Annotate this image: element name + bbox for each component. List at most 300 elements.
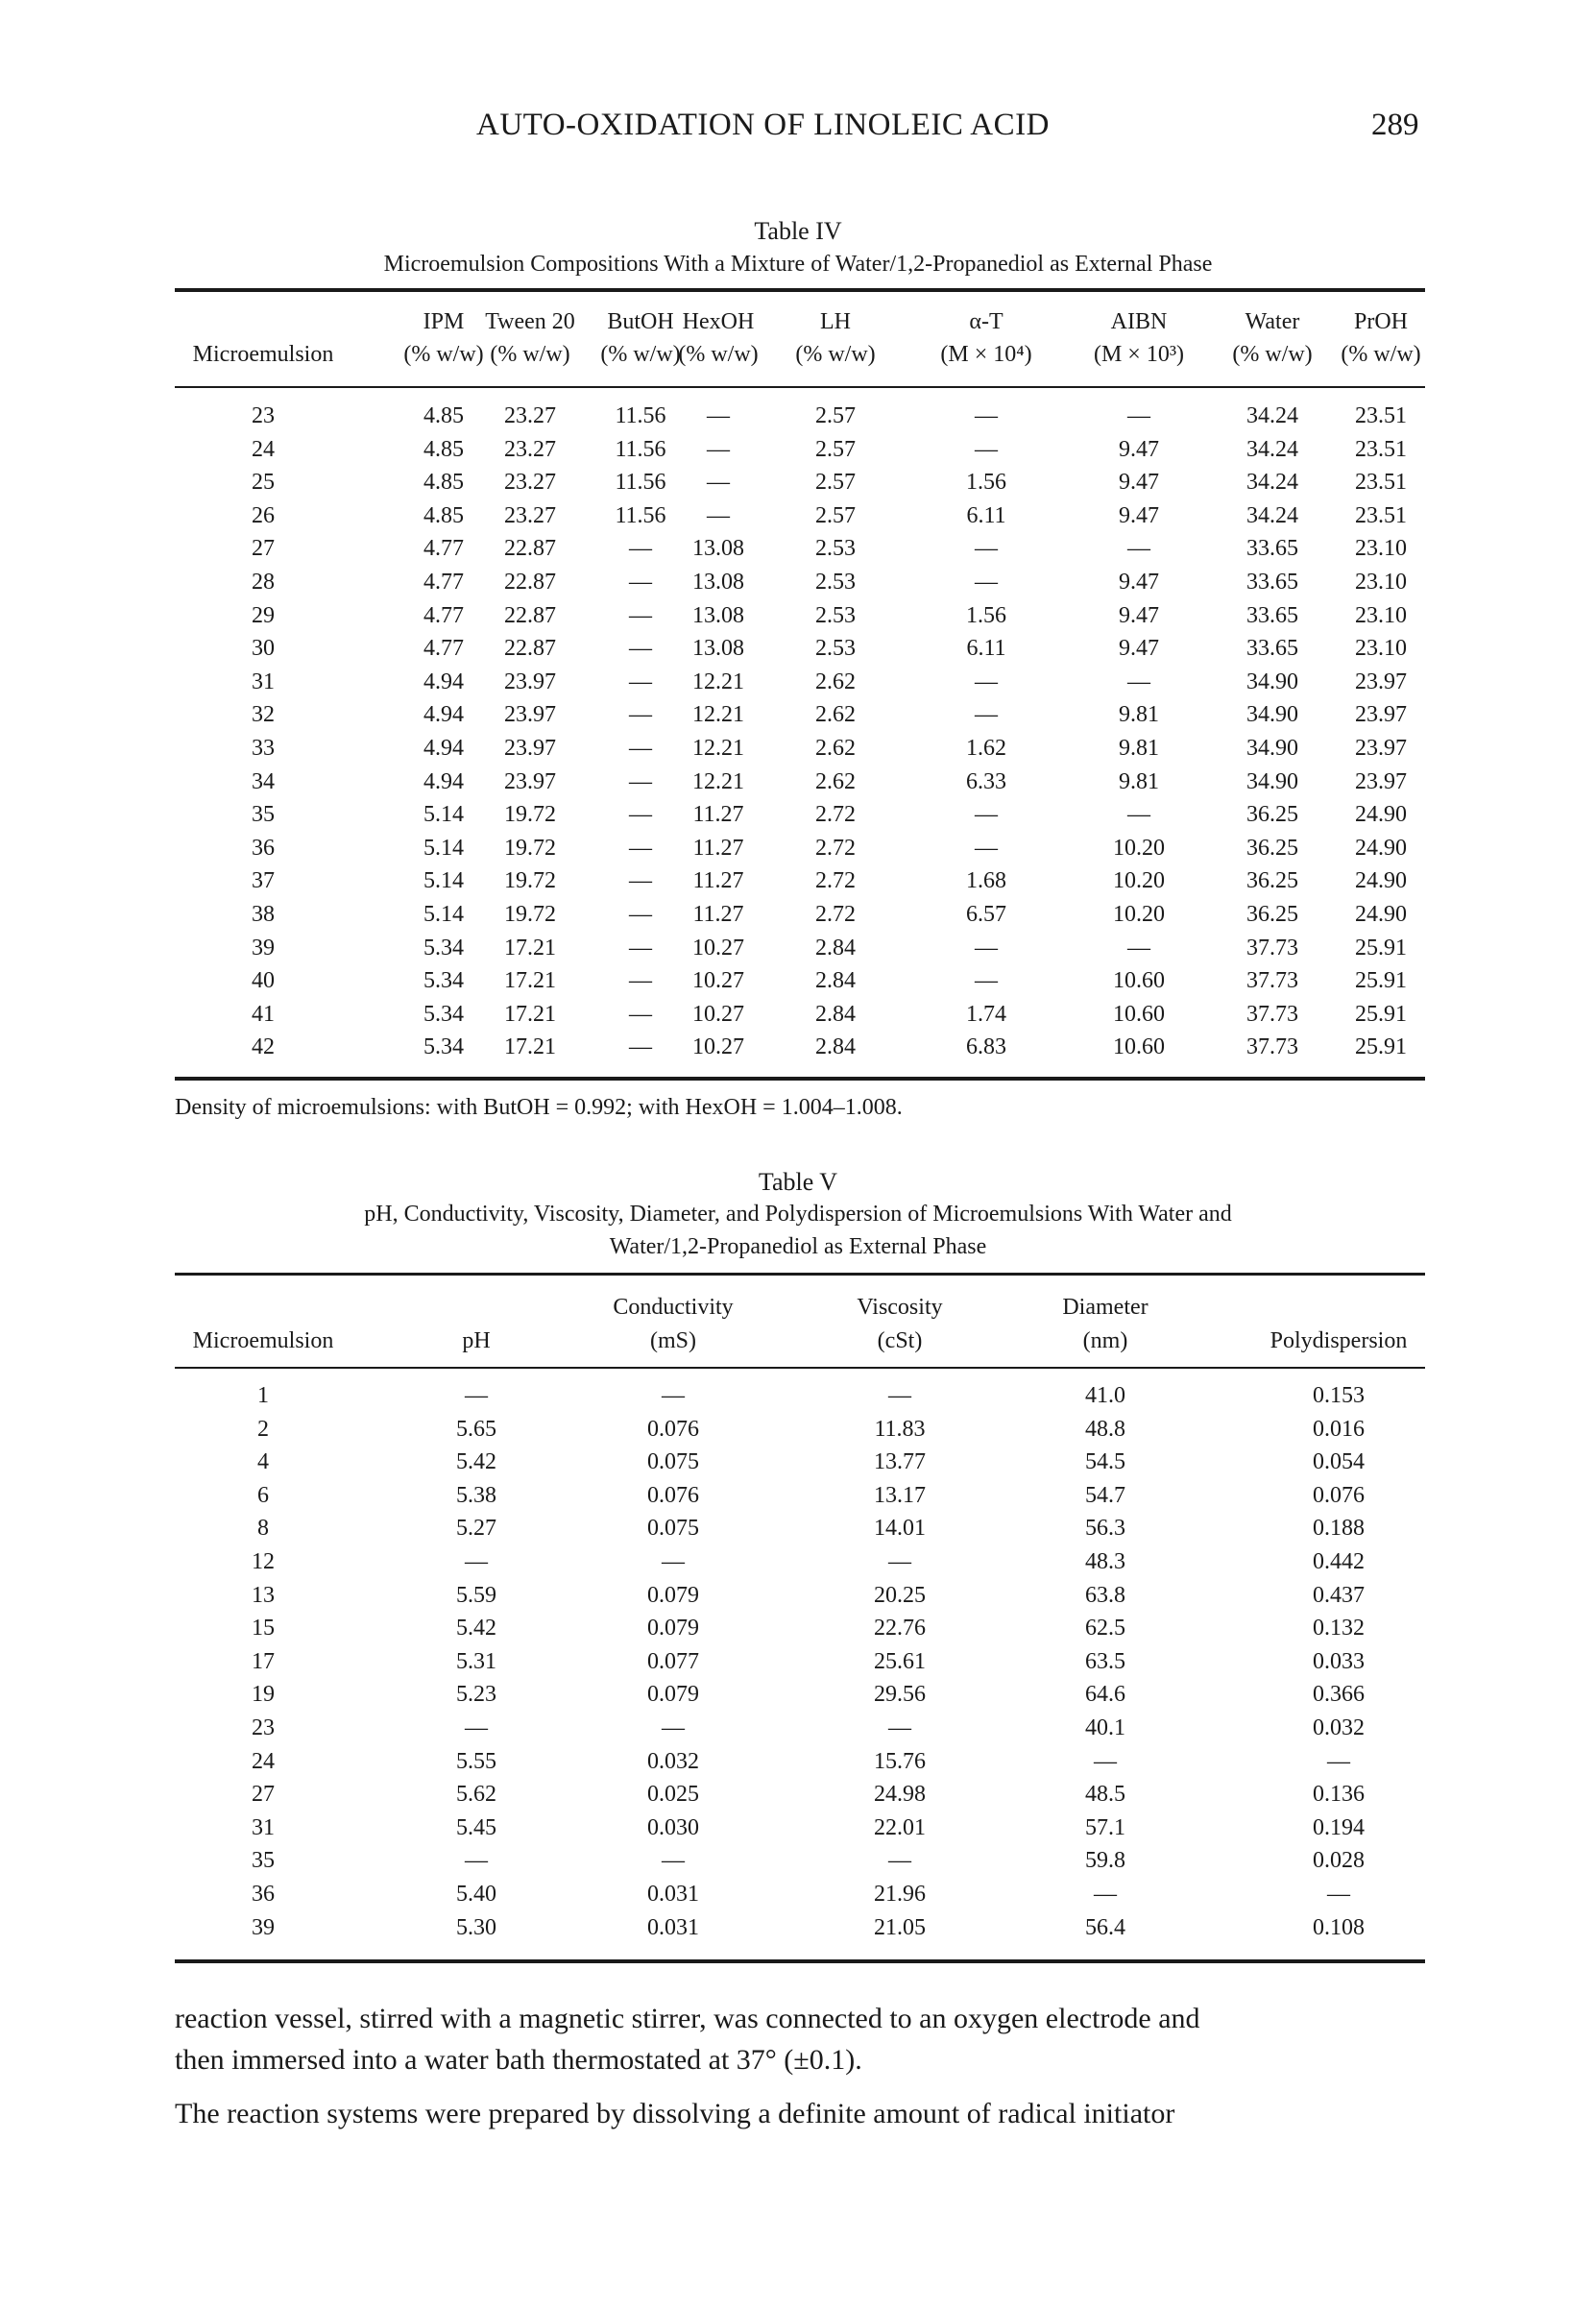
table-cell: 24 xyxy=(252,1748,275,1774)
table-cell: 41.0 xyxy=(1085,1383,1125,1408)
table-cell: — xyxy=(888,1848,911,1874)
column-header-unit: (M × 10⁴) xyxy=(940,342,1032,367)
table-cell: 36.25 xyxy=(1246,802,1298,828)
table-cell: 22.87 xyxy=(504,536,556,562)
table-cell: 5.65 xyxy=(456,1416,496,1442)
table-cell: 1.74 xyxy=(966,1001,1006,1027)
table-cell: 12 xyxy=(252,1549,275,1574)
table-cell: 11.56 xyxy=(615,436,666,462)
table-cell: — xyxy=(629,968,652,994)
table-cell: 0.030 xyxy=(647,1814,699,1840)
table-cell: 0.076 xyxy=(647,1482,699,1508)
table-cell: — xyxy=(662,1848,685,1874)
table-cell: 22.01 xyxy=(874,1814,926,1840)
table-cell: 23.10 xyxy=(1355,536,1407,562)
table-cell: — xyxy=(465,1848,488,1874)
table-cell: — xyxy=(1327,1748,1350,1774)
table-cell: 23.10 xyxy=(1355,636,1407,662)
column-header-unit: (mS) xyxy=(650,1328,696,1353)
table-cell: 5.40 xyxy=(456,1882,496,1907)
column-header-unit: (nm) xyxy=(1082,1328,1128,1353)
table-cell: 2.72 xyxy=(815,902,856,927)
table-cell: 10.60 xyxy=(1113,1001,1165,1027)
table-cell: 29 xyxy=(252,602,275,628)
table-cell: — xyxy=(629,768,652,794)
table-cell: 37.73 xyxy=(1246,968,1298,994)
body-text-line: reaction vessel, stirred with a magnetic stirrer, was connected to an oxygen electrode and xyxy=(175,2003,1200,2034)
table-cell: 41 xyxy=(252,1001,275,1027)
table-cell: 2.57 xyxy=(815,436,856,462)
table-cell: 2.57 xyxy=(815,502,856,528)
table-cell: 23.97 xyxy=(1355,702,1407,728)
table-cell: 25.91 xyxy=(1355,1001,1407,1027)
table-cell: — xyxy=(465,1549,488,1574)
table-cell: — xyxy=(888,1549,911,1574)
table-cell: 17 xyxy=(252,1648,275,1674)
table-cell: 56.3 xyxy=(1085,1516,1125,1542)
running-title: AUTO-OXIDATION OF LINOLEIC ACID xyxy=(476,108,1050,142)
table-cell: 34.90 xyxy=(1246,736,1298,761)
table-cell: 2.84 xyxy=(815,935,856,960)
table-cell: 4.77 xyxy=(423,602,464,628)
table-cell: 34.90 xyxy=(1246,702,1298,728)
table-cell: — xyxy=(662,1715,685,1740)
page-number: 289 xyxy=(1371,108,1419,142)
table-cell: — xyxy=(629,602,652,628)
table-cell: 11.27 xyxy=(692,902,744,927)
table-cell: 23.97 xyxy=(1355,669,1407,694)
table-cell: 19.72 xyxy=(504,835,556,861)
table-cell: 0.153 xyxy=(1313,1383,1365,1408)
table-cell: — xyxy=(629,702,652,728)
table-cell: 0.028 xyxy=(1313,1848,1365,1874)
table-cell: 1.56 xyxy=(966,470,1006,496)
table4-top-rule xyxy=(175,288,1425,292)
table-cell: — xyxy=(975,968,998,994)
table-cell: 25.91 xyxy=(1355,935,1407,960)
table-cell: 34.24 xyxy=(1246,436,1298,462)
table-cell: 24.90 xyxy=(1355,835,1407,861)
table-cell: 2.57 xyxy=(815,470,856,496)
table-cell: 6 xyxy=(257,1482,269,1508)
table4-title: Table IV xyxy=(754,217,842,245)
table-cell: 23.51 xyxy=(1355,436,1407,462)
table-cell: 10.20 xyxy=(1113,868,1165,894)
table-cell: — xyxy=(975,669,998,694)
table-cell: 5.42 xyxy=(456,1616,496,1641)
body-text-line: then immersed into a water bath thermostated at 37° (±0.1). xyxy=(175,2044,862,2076)
table-cell: 25.91 xyxy=(1355,968,1407,994)
table5-title: Table V xyxy=(758,1168,838,1196)
table-cell: — xyxy=(1094,1748,1117,1774)
table-cell: 23.27 xyxy=(504,470,556,496)
table-cell: 5.31 xyxy=(456,1648,496,1674)
table-cell: 0.077 xyxy=(647,1648,699,1674)
table-cell: 2.57 xyxy=(815,403,856,428)
table-cell: 0.076 xyxy=(1313,1482,1365,1508)
table-cell: 40.1 xyxy=(1085,1715,1125,1740)
table-cell: 13.08 xyxy=(692,636,744,662)
body-text-line: The reaction systems were prepared by dissolving a definite amount of radical initiator xyxy=(175,2098,1175,2129)
table-cell: 23.97 xyxy=(1355,768,1407,794)
table-cell: 0.075 xyxy=(647,1449,699,1475)
table-cell: 24.90 xyxy=(1355,802,1407,828)
table-cell: 10.60 xyxy=(1113,968,1165,994)
table-cell: 13.77 xyxy=(874,1449,926,1475)
table-cell: 11.27 xyxy=(692,802,744,828)
table-cell: 36 xyxy=(252,835,275,861)
table-cell: 23.97 xyxy=(504,702,556,728)
table-cell: 0.079 xyxy=(647,1582,699,1608)
table-cell: 63.5 xyxy=(1085,1648,1125,1674)
table-cell: 2.53 xyxy=(815,570,856,595)
table-cell: 36.25 xyxy=(1246,868,1298,894)
table-cell: 23 xyxy=(252,1715,275,1740)
table-cell: 1.56 xyxy=(966,602,1006,628)
table-cell: — xyxy=(629,736,652,761)
table-cell: 0.031 xyxy=(647,1914,699,1940)
table-cell: 0.033 xyxy=(1313,1648,1365,1674)
table-cell: — xyxy=(629,902,652,927)
table-cell: 19.72 xyxy=(504,902,556,927)
table-cell: 13.17 xyxy=(874,1482,926,1508)
table-cell: 4.85 xyxy=(423,502,464,528)
column-header: Diameter xyxy=(1062,1295,1149,1320)
table-cell: 0.194 xyxy=(1313,1814,1365,1840)
table-cell: 9.47 xyxy=(1119,502,1159,528)
table-cell: 6.11 xyxy=(966,502,1006,528)
table-cell: 27 xyxy=(252,1782,275,1808)
table-cell: 36 xyxy=(252,1882,275,1907)
table-cell: — xyxy=(1127,403,1150,428)
table-cell: 9.47 xyxy=(1119,570,1159,595)
table-cell: 2.72 xyxy=(815,802,856,828)
column-header-unit: Microemulsion xyxy=(192,342,334,367)
table-cell: 9.81 xyxy=(1119,768,1159,794)
table-cell: 33.65 xyxy=(1246,602,1298,628)
table-cell: 24.90 xyxy=(1355,902,1407,927)
table-cell: 5.14 xyxy=(423,802,464,828)
table-cell: 9.81 xyxy=(1119,702,1159,728)
table-cell: 17.21 xyxy=(504,1034,556,1060)
table-cell: 2.84 xyxy=(815,968,856,994)
table-cell: 57.1 xyxy=(1085,1814,1125,1840)
table-cell: 19 xyxy=(252,1682,275,1708)
column-header-unit: (M × 10³) xyxy=(1093,342,1185,367)
table-cell: 37.73 xyxy=(1246,1001,1298,1027)
table-cell: 5.34 xyxy=(423,968,464,994)
table-cell: 0.076 xyxy=(647,1416,699,1442)
table-cell: 31 xyxy=(252,1814,275,1840)
table-cell: 24 xyxy=(252,436,275,462)
table-cell: 8 xyxy=(257,1516,269,1542)
table-cell: — xyxy=(1327,1882,1350,1907)
table-cell: — xyxy=(1127,935,1150,960)
table-cell: 11.56 xyxy=(615,470,666,496)
table-cell: — xyxy=(707,403,730,428)
table-cell: — xyxy=(662,1383,685,1408)
column-header-unit: Polydispersion xyxy=(1270,1328,1408,1353)
table-cell: 0.054 xyxy=(1313,1449,1365,1475)
table-cell: — xyxy=(1127,802,1150,828)
table-cell: — xyxy=(707,436,730,462)
column-header: PrOH xyxy=(1353,309,1409,334)
table-cell: 37.73 xyxy=(1246,1034,1298,1060)
table-cell: 33 xyxy=(252,736,275,761)
column-header: IPM xyxy=(423,309,465,334)
table5-header-rule xyxy=(175,1367,1425,1369)
column-header: HexOH xyxy=(682,309,755,334)
table-cell: 34 xyxy=(252,768,275,794)
column-header-unit: (% w/w) xyxy=(403,342,484,367)
table-cell: 23.97 xyxy=(1355,736,1407,761)
table-cell: 17.21 xyxy=(504,935,556,960)
table-cell: 28 xyxy=(252,570,275,595)
table-cell: — xyxy=(629,1001,652,1027)
table-cell: 10.27 xyxy=(692,1034,744,1060)
table-cell: 39 xyxy=(252,1914,275,1940)
table-cell: 11.27 xyxy=(692,868,744,894)
table-cell: 25.91 xyxy=(1355,1034,1407,1060)
column-header-unit: (% w/w) xyxy=(600,342,681,367)
table-cell: 4.85 xyxy=(423,436,464,462)
table-cell: 2.62 xyxy=(815,768,856,794)
table-cell: 5.38 xyxy=(456,1482,496,1508)
table-cell: 11.27 xyxy=(692,835,744,861)
table-cell: 23.27 xyxy=(504,502,556,528)
table-cell: 2.72 xyxy=(815,835,856,861)
table-cell: 0.108 xyxy=(1313,1914,1365,1940)
column-header: Water xyxy=(1245,309,1300,334)
table-cell: 63.8 xyxy=(1085,1582,1125,1608)
table-cell: — xyxy=(629,536,652,562)
table-cell: 15 xyxy=(252,1616,275,1641)
table-cell: 10.27 xyxy=(692,935,744,960)
table-cell: 22.87 xyxy=(504,636,556,662)
table-cell: 5.14 xyxy=(423,902,464,927)
table-cell: 2.84 xyxy=(815,1034,856,1060)
table-cell: 5.45 xyxy=(456,1814,496,1840)
table-cell: 4.77 xyxy=(423,536,464,562)
table-cell: 48.3 xyxy=(1085,1549,1125,1574)
table-cell: 35 xyxy=(252,802,275,828)
table-cell: 10.27 xyxy=(692,968,744,994)
table4-bottom-rule xyxy=(175,1077,1425,1081)
table-cell: 9.47 xyxy=(1119,636,1159,662)
table-cell: 6.33 xyxy=(966,768,1006,794)
table-cell: 5.14 xyxy=(423,868,464,894)
table-cell: — xyxy=(629,1034,652,1060)
table-cell: 5.14 xyxy=(423,835,464,861)
table-cell: 62.5 xyxy=(1085,1616,1125,1641)
table-cell: — xyxy=(1127,669,1150,694)
table-cell: — xyxy=(975,935,998,960)
table-cell: 22.87 xyxy=(504,570,556,595)
table-cell: 42 xyxy=(252,1034,275,1060)
table-cell: 36.25 xyxy=(1246,902,1298,927)
table-cell: 25.61 xyxy=(874,1648,926,1674)
table-cell: 23.97 xyxy=(504,669,556,694)
table-cell: 9.47 xyxy=(1119,470,1159,496)
table-cell: 54.5 xyxy=(1085,1449,1125,1475)
table-cell: 24.98 xyxy=(874,1782,926,1808)
table-cell: — xyxy=(465,1383,488,1408)
table-cell: 0.031 xyxy=(647,1882,699,1907)
table-cell: 4.94 xyxy=(423,768,464,794)
table-cell: — xyxy=(629,935,652,960)
column-header: Tween 20 xyxy=(485,309,575,334)
column-header: LH xyxy=(820,309,851,334)
table-cell: — xyxy=(707,502,730,528)
table-cell: 2.62 xyxy=(815,736,856,761)
table-cell: — xyxy=(975,835,998,861)
table-cell: — xyxy=(1127,536,1150,562)
table-cell: 36.25 xyxy=(1246,835,1298,861)
table-cell: 6.83 xyxy=(966,1034,1006,1060)
table-cell: 13.08 xyxy=(692,570,744,595)
table-cell: 4 xyxy=(257,1449,269,1475)
table-cell: 11.83 xyxy=(874,1416,926,1442)
table-cell: 40 xyxy=(252,968,275,994)
table-cell: — xyxy=(662,1549,685,1574)
table-cell: — xyxy=(975,436,998,462)
table-cell: 48.5 xyxy=(1085,1782,1125,1808)
table-cell: 17.21 xyxy=(504,1001,556,1027)
table4-footnote: Density of microemulsions: with ButOH = 0.992; with HexOH = 1.004–1.008. xyxy=(175,1095,903,1120)
table-cell: 33.65 xyxy=(1246,536,1298,562)
table-cell: 12.21 xyxy=(692,768,744,794)
table-cell: 9.47 xyxy=(1119,436,1159,462)
table-cell: 0.442 xyxy=(1313,1549,1365,1574)
column-header-unit: (% w/w) xyxy=(490,342,570,367)
table-cell: 4.94 xyxy=(423,736,464,761)
table-cell: 35 xyxy=(252,1848,275,1874)
table-cell: 10.27 xyxy=(692,1001,744,1027)
table-cell: 10.60 xyxy=(1113,1034,1165,1060)
table-cell: 0.079 xyxy=(647,1682,699,1708)
table-cell: 1 xyxy=(257,1383,269,1408)
table-cell: 59.8 xyxy=(1085,1848,1125,1874)
table-cell: — xyxy=(975,536,998,562)
table-cell: 5.34 xyxy=(423,1001,464,1027)
column-header-unit: (% w/w) xyxy=(678,342,759,367)
table-cell: 13.08 xyxy=(692,536,744,562)
table-cell: 0.025 xyxy=(647,1782,699,1808)
table-cell: — xyxy=(1094,1882,1117,1907)
table-cell: 4.85 xyxy=(423,470,464,496)
table-cell: 14.01 xyxy=(874,1516,926,1542)
table-cell: — xyxy=(629,570,652,595)
table-cell: 5.55 xyxy=(456,1748,496,1774)
table-cell: — xyxy=(465,1715,488,1740)
table-cell: 23.51 xyxy=(1355,502,1407,528)
table-cell: 2.72 xyxy=(815,868,856,894)
table-cell: 37 xyxy=(252,868,275,894)
table-cell: 10.20 xyxy=(1113,902,1165,927)
column-header: AIBN xyxy=(1110,309,1168,334)
table-cell: 26 xyxy=(252,502,275,528)
table-cell: 11.56 xyxy=(615,502,666,528)
table-cell: 12.21 xyxy=(692,702,744,728)
table-cell: 0.136 xyxy=(1313,1782,1365,1808)
table-cell: — xyxy=(629,868,652,894)
table-cell: 0.075 xyxy=(647,1516,699,1542)
table-cell: — xyxy=(975,403,998,428)
table5-caption-line1: pH, Conductivity, Viscosity, Diameter, and Polydispersion of Microemulsions With Water and xyxy=(364,1202,1232,1227)
table-cell: 5.62 xyxy=(456,1782,496,1808)
table-cell: 23.27 xyxy=(504,403,556,428)
column-header-unit: pH xyxy=(462,1328,491,1353)
table4-header-rule xyxy=(175,386,1425,388)
table-cell: 13 xyxy=(252,1582,275,1608)
table-cell: 24.90 xyxy=(1355,868,1407,894)
table-cell: — xyxy=(888,1715,911,1740)
table-cell: 5.27 xyxy=(456,1516,496,1542)
table-cell: 23.51 xyxy=(1355,403,1407,428)
table-cell: — xyxy=(629,802,652,828)
table-cell: 12.21 xyxy=(692,736,744,761)
table-cell: 19.72 xyxy=(504,802,556,828)
table-cell: 23.27 xyxy=(504,436,556,462)
column-header-unit: (cSt) xyxy=(877,1328,923,1353)
table-cell: 34.90 xyxy=(1246,669,1298,694)
table-cell: 0.188 xyxy=(1313,1516,1365,1542)
table-cell: 0.032 xyxy=(647,1748,699,1774)
table-cell: 0.366 xyxy=(1313,1682,1365,1708)
table-cell: 32 xyxy=(252,702,275,728)
table-cell: 34.24 xyxy=(1246,470,1298,496)
table-cell: 4.94 xyxy=(423,702,464,728)
table-cell: 48.8 xyxy=(1085,1416,1125,1442)
table-cell: 0.437 xyxy=(1313,1582,1365,1608)
table-cell: — xyxy=(975,702,998,728)
table-cell: 9.47 xyxy=(1119,602,1159,628)
table-cell: 2.53 xyxy=(815,602,856,628)
table-cell: 2 xyxy=(257,1416,269,1442)
table-cell: 15.76 xyxy=(874,1748,926,1774)
table-cell: 17.21 xyxy=(504,968,556,994)
table-cell: 5.42 xyxy=(456,1449,496,1475)
table-cell: 23.10 xyxy=(1355,570,1407,595)
table-cell: 27 xyxy=(252,536,275,562)
table-cell: 5.23 xyxy=(456,1682,496,1708)
table-cell: 64.6 xyxy=(1085,1682,1125,1708)
table-cell: 21.96 xyxy=(874,1882,926,1907)
table-cell: 11.56 xyxy=(615,403,666,428)
table-cell: 23.10 xyxy=(1355,602,1407,628)
table-cell: 0.079 xyxy=(647,1616,699,1641)
column-header-unit: Microemulsion xyxy=(192,1328,334,1353)
column-header: ButOH xyxy=(607,309,674,334)
table-cell: 29.56 xyxy=(874,1682,926,1708)
table-cell: 13.08 xyxy=(692,602,744,628)
table-cell: 34.24 xyxy=(1246,403,1298,428)
table-cell: 22.76 xyxy=(874,1616,926,1641)
table-cell: — xyxy=(888,1383,911,1408)
column-header-unit: (% w/w) xyxy=(795,342,876,367)
table-cell: 33.65 xyxy=(1246,636,1298,662)
table-cell: 0.032 xyxy=(1313,1715,1365,1740)
table-cell: 5.34 xyxy=(423,1034,464,1060)
table-cell: 23.51 xyxy=(1355,470,1407,496)
table-cell: — xyxy=(707,470,730,496)
table-cell: 38 xyxy=(252,902,275,927)
column-header-unit: (% w/w) xyxy=(1232,342,1313,367)
table-cell: 34.24 xyxy=(1246,502,1298,528)
table-cell: 2.53 xyxy=(815,536,856,562)
table5-bottom-rule xyxy=(175,1959,1425,1963)
table-cell: 0.016 xyxy=(1313,1416,1365,1442)
